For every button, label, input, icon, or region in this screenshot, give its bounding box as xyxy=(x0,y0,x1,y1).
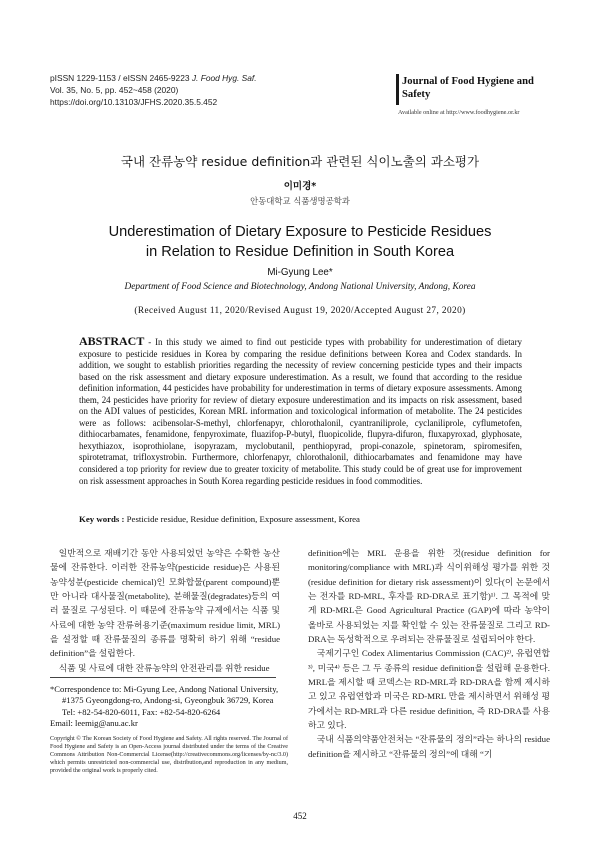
body-left-paragraph-2: 식품 및 사료에 대한 잔류농약의 안전관리를 위한 residue xyxy=(58,662,270,673)
abstract-label: ABSTRACT xyxy=(79,334,145,348)
logo-bar xyxy=(396,74,399,105)
title-english-line1: Underestimation of Dietary Exposure to Pesticide Residues xyxy=(108,224,492,240)
issn: pISSN 1229-1153 / eISSN 2465-9223 xyxy=(50,73,190,83)
body-right-paragraph-3: 국내 식품의약품안전처는 “잔류물의 정의”라는 하나의 residue definition을 제시하고 “잔류물의 정의”에 대해 “기 xyxy=(308,734,550,759)
title-korean: 국내 잔류농약 residue definition과 관련된 식이노출의 과소평가 xyxy=(120,154,480,169)
title-english-line2: in Relation to Residue Definition in South Korea xyxy=(145,244,455,260)
page-number: 452 xyxy=(293,811,307,821)
correspondence xyxy=(50,684,290,730)
body-right-paragraph-1: definition에는 MRL 운용을 위한 것(residue definition for monitoring/compliance with MRL)과 식이위해성 평가를 위한 것(residue definition for dietary risk assessment)이 있다(이 논문에서는 전자를 RD-MRL, 후자를 RD-DRA로 표기함)¹⁾. 그 목적에 맞게 RD-MRL은 Good Agricultural Practice (GAP)에 따라 농약이 올바로 사용되었는 지를 확인할 수 있는 잔류물질로 그리고 RD-DRA는 독성학적으로 우려되는 잔류물질로 설립되어야 한다. xyxy=(308,548,550,645)
body-left-paragraph-1: 일반적으로 재배기간 동안 사용되었던 농약은 수확한 농산물에 잔류한다. 이러한 잔류농약(pesticide residue)은 사용된 농약성분(pesticide chemical)인 모화합물(parent compound)뿐만 아니라 대사물질(metabolite), 분해물질(degradates)등의 여러 물질로 구성된다. 이 때문에 잔류농약 규제에서는 식품 및 사료에 대한 농약 잔류허용기준(maximum residue limit, MRL)을 설정할 때 잔류물질의 종류를 명확히 하기 위해 “residue definition”을 설립한다. xyxy=(50,548,280,659)
keywords xyxy=(79,514,522,524)
author-korean: 이미경* xyxy=(283,181,317,192)
volume-line: Vol. 35, No. 5, pp. 452~458 (2020) xyxy=(50,85,179,96)
affiliation-korean: 안동대학교 식품생명공학과 xyxy=(250,196,350,206)
doi-link[interactable]: https://doi.org/10.13103/JFHS.2020.35.5.452 xyxy=(50,97,218,108)
keywords-text: Pesticide residue, Residue definition, Exposure assessment, Korea xyxy=(124,514,360,524)
body-right-column xyxy=(308,546,550,761)
logo-subtitle: Available online at http://www.foodhygiene.or.kr xyxy=(398,109,520,116)
copyright-notice: Copyright © The Korean Society of Food Hygiene and Safety. All rights reserved. The Journal of Food Hygiene and Safety is an Open-Access journal distributed under the terms of the Creative Commons Attribution Non-Commercial License(http://creativecommons.org/licenses/by-nc/3.0) which permits unrestricted non-commercial use, distribution,and reproduction in any medium, provided the original work is properly cited. xyxy=(50,736,288,774)
author-english: Mi-Gyung Lee* xyxy=(267,267,333,278)
body-left-column xyxy=(50,546,280,675)
affiliation-english: Department of Food Science and Biotechnology, Andong National University, Andong, Korea xyxy=(124,282,476,292)
logo-title: Journal of Food Hygiene and Safety xyxy=(402,76,534,100)
footnote-divider xyxy=(50,677,276,678)
received-dates: (Received August 11, 2020/Revised August 19, 2020/Accepted August 27, 2020) xyxy=(134,306,466,316)
abstract xyxy=(79,336,522,487)
correspondence-line1: *Correspondence to: Mi-Gyung Lee, Andong National University, xyxy=(50,684,279,694)
journal-header-info xyxy=(50,72,257,109)
correspondence-email[interactable]: Email: leemig@anu.ac.kr xyxy=(50,718,138,729)
body-right-paragraph-2: 국제기구인 Codex Alimentarius Commission (CAC)²⁾, 유럽연합³⁾, 미국⁴⁾ 등은 그 두 종류의 residue definition을 설립해 운용한다. MRL을 제시할 때 코덱스는 RD-MRL과 RD-DRA을 함께 제시하고 있고 유럽연합과 미국은 RD-MRL 만을 제시하면서 위해성 평가에서는 RD-MRL과 다른 residue definition, 즉 RD-DRA를 사용하고 있다. xyxy=(308,648,550,731)
journal-abbr: J. Food Hyg. Saf. xyxy=(191,73,257,83)
journal-logo xyxy=(396,74,554,122)
correspondence-line3: Tel: +82-54-820-6011, Fax: +82-54-820-6264 xyxy=(62,706,221,717)
title-english xyxy=(0,222,600,262)
abstract-text: - In this study we aimed to find out pesticide types with probability for underestimation of dietary exposure to pesticide residues in Korea by comparing the residue definitions between Korea and Codex standards. In addition, we sought to establish priorities regarding the necessity of review concerning pesticide types and their impacts based on the risk assessment and dietary exposure underestimation. As a result, we found that according to the residue definition information, 44 pesticides have probability for underestimation in terms of dietary exposure assessments. Among them, 24 pesticides have priority for review of dietary exposure underestimation and its impacts on risk assessment, based on the ADI values of pesticides, Korean MRL information and toxicological information of metabolite. The 24 pesticides were as follows: acibensolar-S-methyl, chlorfenapyr, chlorothalonil, cyantraniliprole, cyclaniliprole, cyflumetofen, dithiocarbamates, fenamidone, fenpyroximate, fluazifop-P-butyl, fluopicolide, flupyra-difuron, fluxapyroxad, glyphosate, hexythiazox, isoprothiolane, isopyrazam, myclobutanil, penthiopyrad, propi-conazole, spinetoram, spiromesifen, spirotetramat, trifloxystrobin. Furthermore, chlorfenapyr, chlorothalonil, dithiocarbamates and fenamidone may have considered a top priority for review due to greater toxicity of metabolite. This study could be of great use for improvement on risk assessment approaches in South Korea regarding pesticide residues in food commodities. xyxy=(79,337,522,486)
keywords-label: Key words : xyxy=(79,514,125,524)
correspondence-line2: #1375 Gyeongdong-ro, Andong-si, Gyeongbuk 36729, Korea xyxy=(62,695,274,706)
